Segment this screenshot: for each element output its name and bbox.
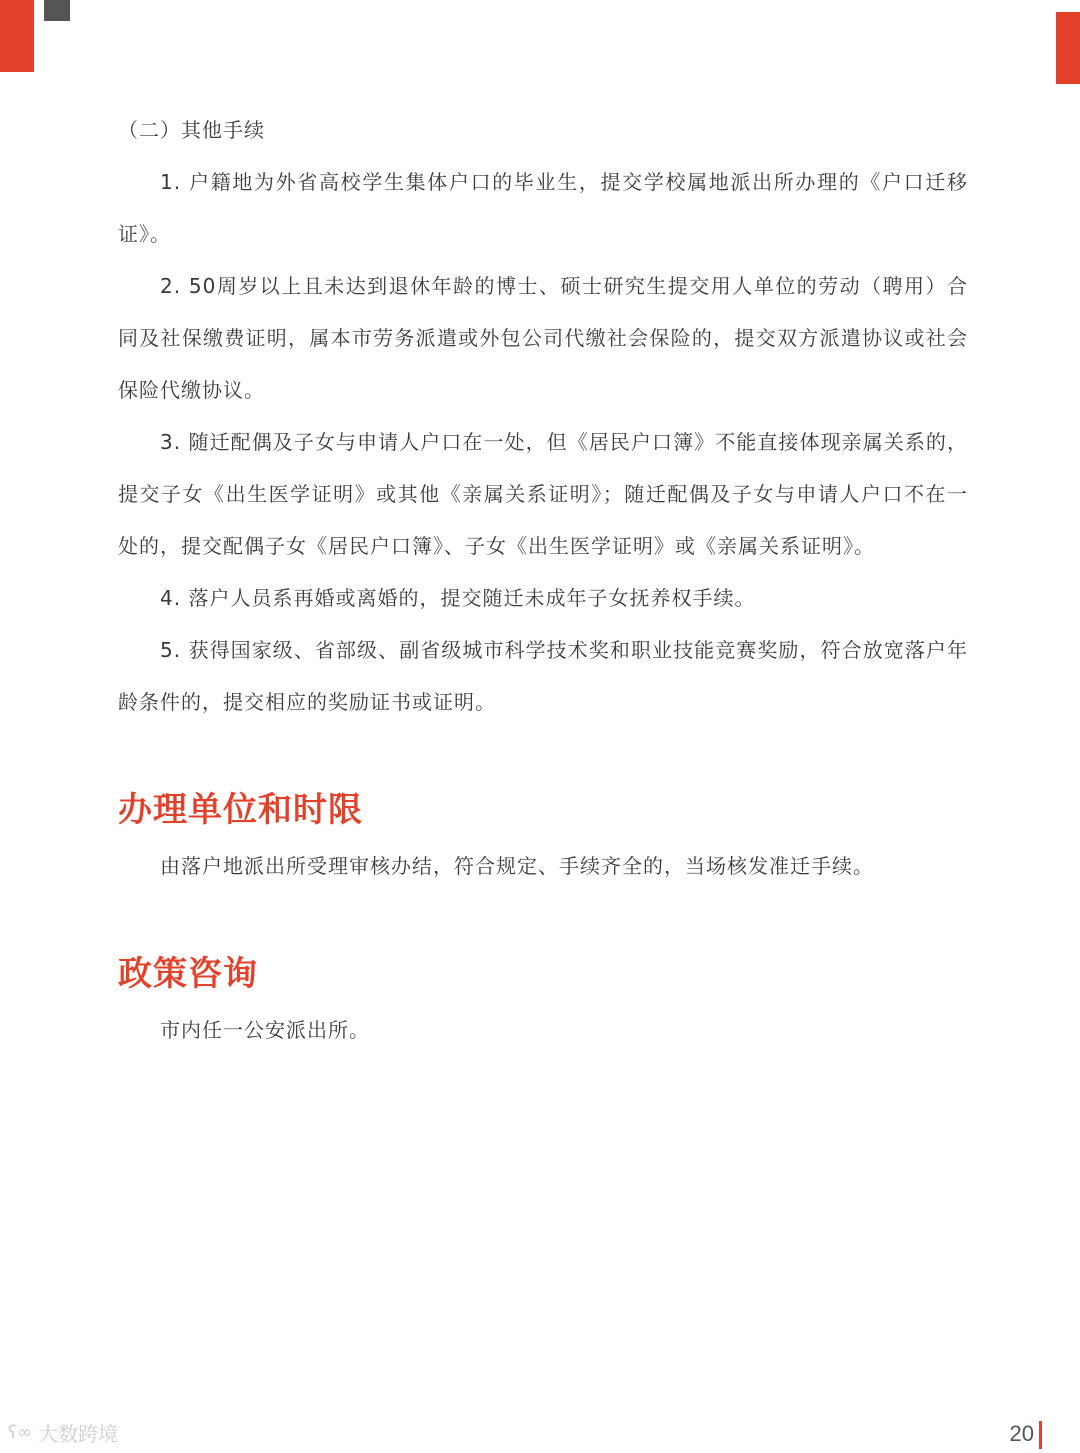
page-number-bar: [1039, 1421, 1042, 1449]
list-item-4: 4. 落户人员系再婚或离婚的，提交随迁未成年子女抚养权手续。: [160, 586, 756, 610]
list-item-2: 2. 50周岁以上且未达到退休年龄的博士、硕士研究生提交用人单位的劳动（聘用）合同及社保缴费证明，属本市劳务派遣或外包公司代缴社会保险的，提交双方派遣协议或社会保险代缴协议。: [118, 274, 968, 402]
list-item-3: 3. 随迁配偶及子女与申请人户口在一处，但《居民户口簿》不能直接体现亲属关系的，提交子女《出生医学证明》或其他《亲属关系证明》；随迁配偶及子女与申请人户口不在一处的，提交配偶子女《居民户口簿》、子女《出生医学证明》或《亲属关系证明》。: [118, 430, 968, 558]
section-text-handling-unit: 由落户地派出所受理审核办结，符合规定、手续齐全的，当场核发准迁手续。: [160, 854, 874, 878]
corner-decoration-gray: [44, 0, 70, 21]
subheading: （二）其他手续: [118, 118, 265, 142]
section-title-policy-consultation: 政策咨询: [118, 954, 258, 994]
watermark: [8, 1418, 118, 1447]
watermark-logo-icon: ʕ∞: [8, 1422, 33, 1443]
section-title-handling-unit: 办理单位和时限: [118, 790, 363, 830]
corner-decoration-red-right: [1056, 12, 1080, 84]
page-number: 20: [1009, 1421, 1034, 1446]
list-item-5: 5. 获得国家级、省部级、副省级城市科学技术奖和职业技能竞赛奖励，符合放宽落户年龄条件的，提交相应的奖励证书或证明。: [118, 638, 968, 714]
page-content: [118, 104, 968, 1056]
corner-decoration-red-left: [0, 0, 34, 72]
watermark-text: 大数跨境: [38, 1422, 119, 1446]
section-text-policy-consultation: 市内任一公安派出所。: [160, 1018, 370, 1042]
list-item-1: 1. 户籍地为外省高校学生集体户口的毕业生，提交学校属地派出所办理的《户口迁移证》。: [118, 170, 968, 246]
